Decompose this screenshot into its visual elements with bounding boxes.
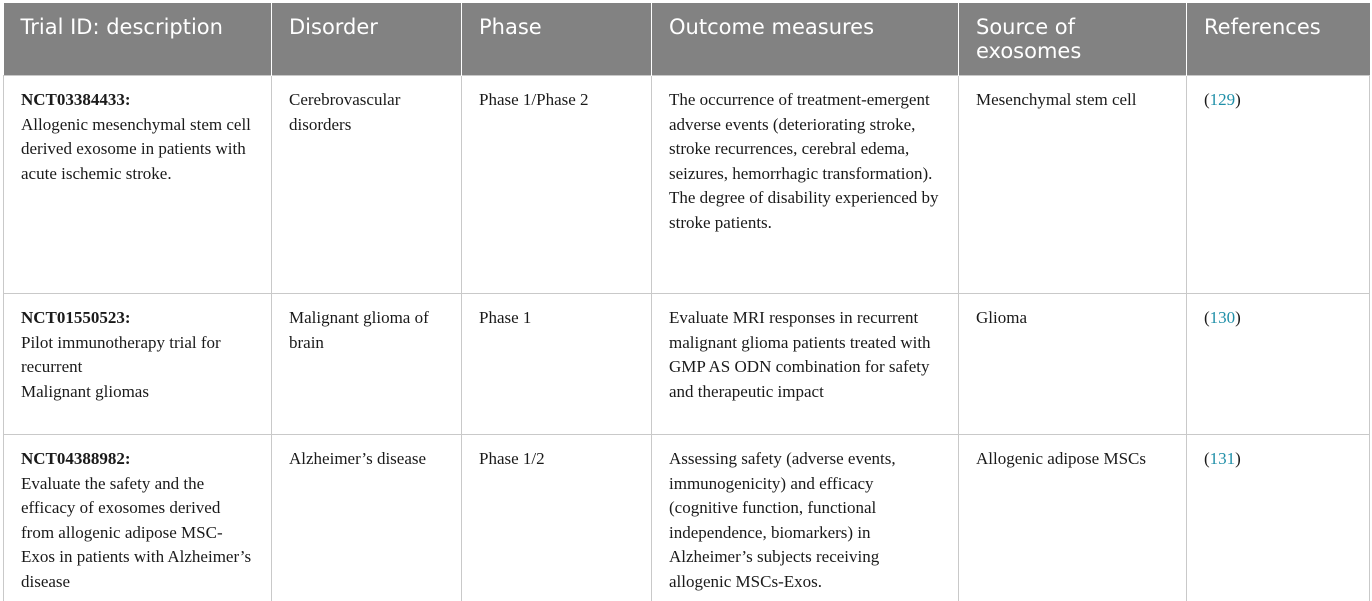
trial-description: Evaluate the safety and the efficacy of exosomes derived from allogenic adipose MSC-Exos in patients with Alzheimer’s disease	[21, 473, 252, 591]
ref-paren-close: )	[1235, 90, 1241, 109]
trial-id: NCT04388982:	[21, 449, 131, 468]
cell-source: Allogenic adipose MSCs	[959, 435, 1187, 601]
ref-paren-close: )	[1235, 449, 1241, 468]
header-outcome-measures: Outcome measures	[652, 3, 959, 76]
cell-source: Mesenchymal stem cell	[959, 76, 1187, 294]
outcome-text: The degree of disability experienced by stroke patients.	[669, 188, 939, 232]
ref-paren-close: )	[1235, 308, 1241, 327]
cell-reference	[1187, 294, 1370, 435]
cell-trial	[4, 76, 272, 294]
trial-id: NCT01550523:	[21, 308, 131, 327]
cell-phase: Phase 1	[462, 294, 652, 435]
reference-link[interactable]: 130	[1209, 308, 1236, 327]
ref-paren-open: (	[1204, 449, 1210, 468]
trial-description: Allogenic mesenchymal stem cell derived exosome in patients with acute ischemic stroke.	[21, 114, 251, 183]
header-disorder: Disorder	[272, 3, 462, 76]
reference-link[interactable]: 131	[1209, 449, 1236, 468]
outcome-text: Evaluate MRI responses in recurrent malignant glioma patients treated with GMP AS ODN combination for safety and therapeutic impact	[669, 308, 931, 401]
header-source: Source of exosomes	[959, 3, 1187, 76]
trial-id: NCT03384433:	[21, 90, 131, 109]
trial-description: Pilot immunotherapy trial for recurrent	[21, 332, 221, 376]
table-row	[4, 294, 1370, 435]
cell-source: Glioma	[959, 294, 1187, 435]
outcome-text: The occurrence of treatment-emergent adverse events (deteriorating stroke, stroke recurrences, cerebral edema, seizures, hemorrhagic transformation).	[669, 90, 933, 183]
header-references: References	[1187, 3, 1370, 76]
clinical-trials-table	[3, 3, 1370, 601]
header-trial-id: Trial ID: description	[4, 3, 272, 76]
cell-disorder: Cerebrovascular disorders	[272, 76, 462, 294]
cell-disorder: Alzheimer’s disease	[272, 435, 462, 601]
cell-reference	[1187, 76, 1370, 294]
table-header-row	[4, 3, 1370, 76]
outcome-text: Assessing safety (adverse events, immunogenicity) and efficacy (cognitive function, functional independence, biomarkers) in Alzheimer’s subjects receiving allogenic MSCs-Exos.	[669, 449, 896, 591]
trial-description: Malignant gliomas	[21, 381, 149, 401]
cell-phase: Phase 1/2	[462, 435, 652, 601]
cell-outcome	[652, 76, 959, 294]
reference-link[interactable]: 129	[1209, 90, 1236, 109]
ref-paren-open: (	[1204, 308, 1210, 327]
ref-paren-open: (	[1204, 90, 1210, 109]
table-row	[4, 435, 1370, 601]
cell-trial	[4, 435, 272, 601]
cell-disorder: Malignant glioma of brain	[272, 294, 462, 435]
cell-trial	[4, 294, 272, 435]
table-row	[4, 76, 1370, 294]
cell-outcome	[652, 435, 959, 601]
cell-phase: Phase 1/Phase 2	[462, 76, 652, 294]
cell-reference	[1187, 435, 1370, 601]
header-phase: Phase	[462, 3, 652, 76]
cell-outcome	[652, 294, 959, 435]
